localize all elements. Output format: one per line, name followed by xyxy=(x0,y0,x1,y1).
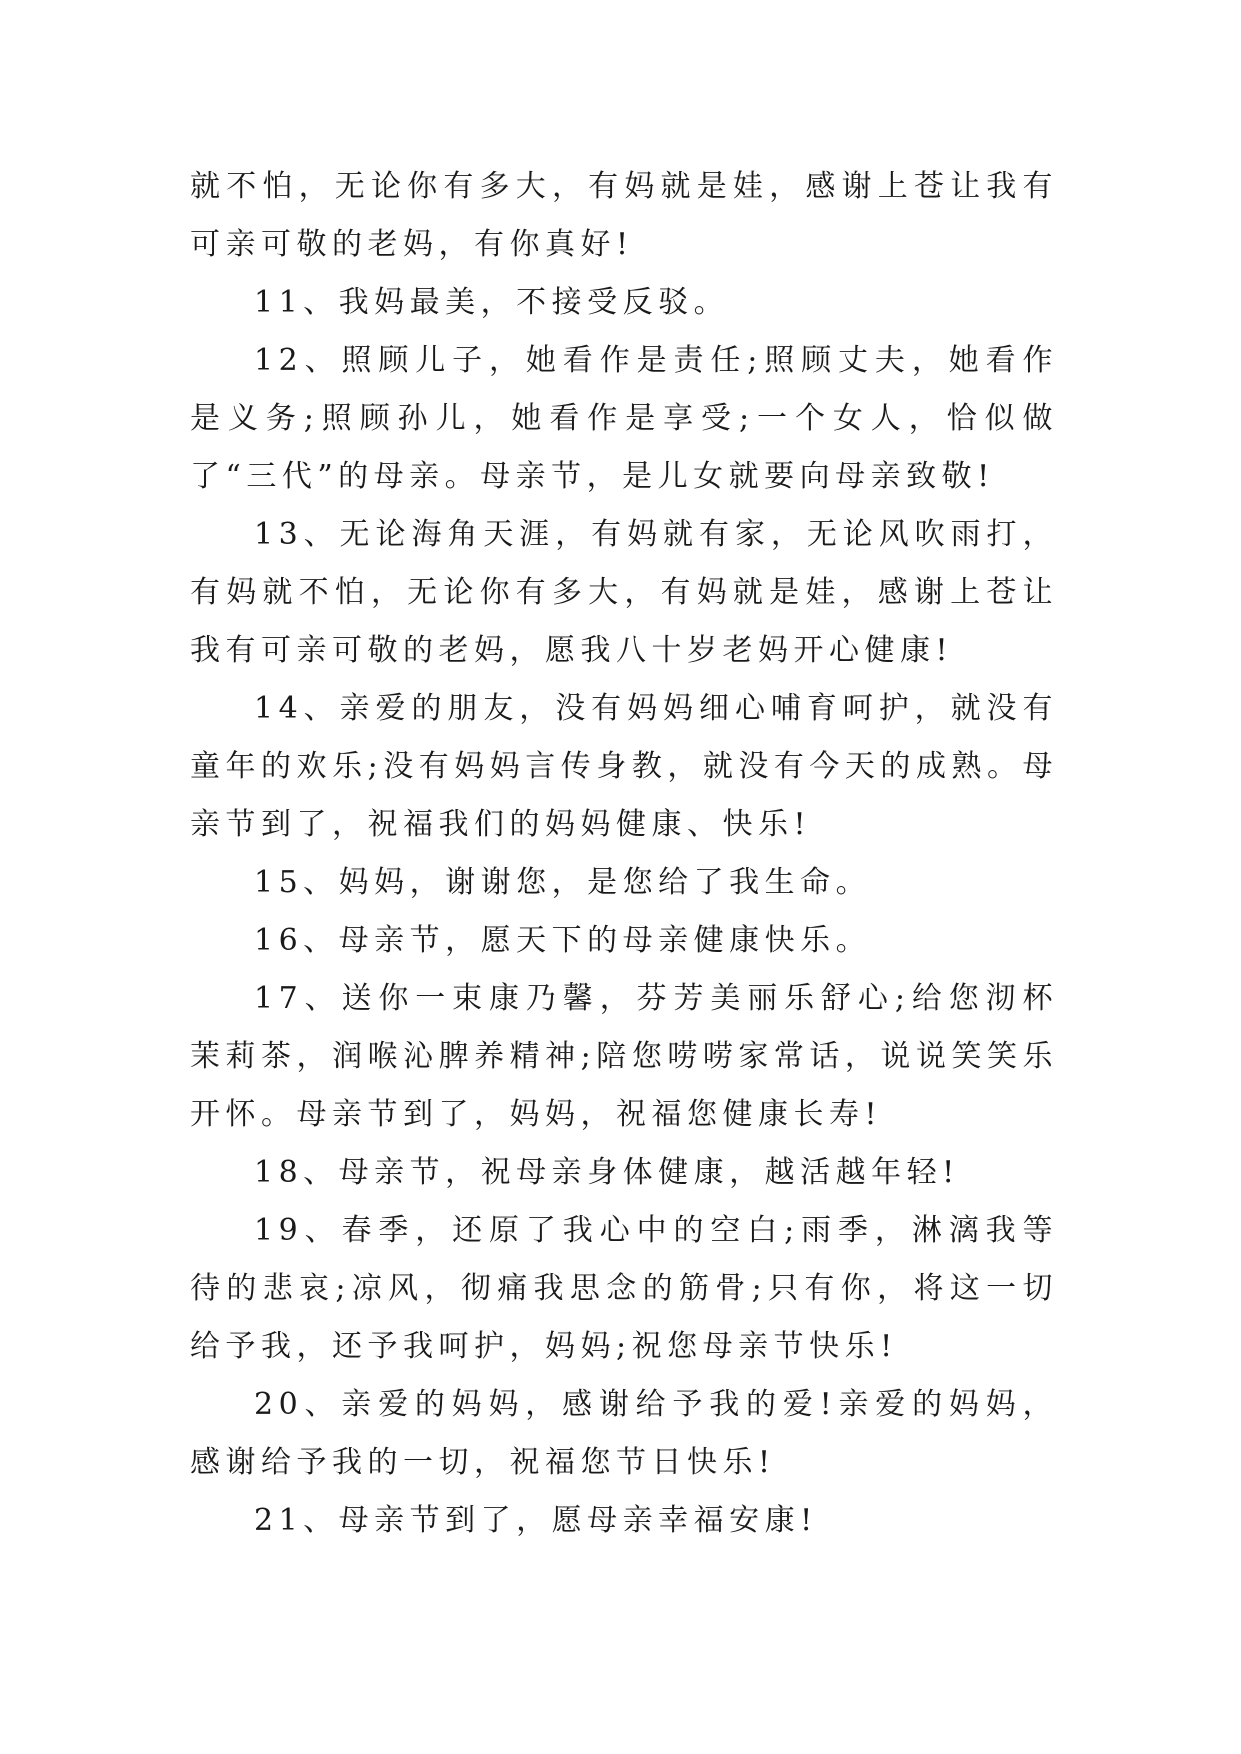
paragraph-11: 11、我妈最美，不接受反驳。 xyxy=(254,285,730,320)
paragraph-13: 13、无论海角天涯，有妈就有家，无论风吹雨打，有妈就不怕，无论你有多大，有妈就是娃，感谢上苍让我有可亲可敬的老妈，愿我八十岁老妈开心健康! xyxy=(190,517,1058,668)
paragraph-15: 15、妈妈，谢谢您，是您给了我生命。 xyxy=(254,865,872,900)
paragraph-continuation: 就不怕，无论你有多大，有妈就是娃，感谢上苍让我有可亲可敬的老妈，有你真好! xyxy=(190,169,1058,262)
document-body xyxy=(190,158,1058,1550)
paragraph-19: 19、春季，还原了我心中的空白;雨季，淋漓我等待的悲哀;凉风，彻痛我思念的筋骨;只有你，将这一切给予我，还予我呵护，妈妈;祝您母亲节快乐! xyxy=(190,1213,1058,1364)
paragraph-14: 14、亲爱的朋友，没有妈妈细心哺育呵护，就没有童年的欢乐;没有妈妈言传身教，就没有今天的成熟。母亲节到了，祝福我们的妈妈健康、快乐! xyxy=(190,691,1058,842)
paragraph-20: 20、亲爱的妈妈，感谢给予我的爱!亲爱的妈妈，感谢给予我的一切，祝福您节日快乐! xyxy=(190,1387,1058,1480)
paragraph-16: 16、母亲节，愿天下的母亲健康快乐。 xyxy=(254,923,872,958)
paragraph-21: 21、母亲节到了，愿母亲幸福安康! xyxy=(254,1503,818,1538)
paragraph-18: 18、母亲节，祝母亲身体健康，越活越年轻! xyxy=(254,1155,960,1190)
paragraph-17: 17、送你一束康乃馨，芬芳美丽乐舒心;给您沏杯茉莉茶，润喉沁脾养精神;陪您唠唠家常话，说说笑笑乐开怀。母亲节到了，妈妈，祝福您健康长寿! xyxy=(190,981,1058,1132)
paragraph-12: 12、照顾儿子，她看作是责任;照顾丈夫，她看作是义务;照顾孙儿，她看作是享受;一个女人，恰似做了“三代”的母亲。母亲节，是儿女就要向母亲致敬! xyxy=(190,343,1058,494)
